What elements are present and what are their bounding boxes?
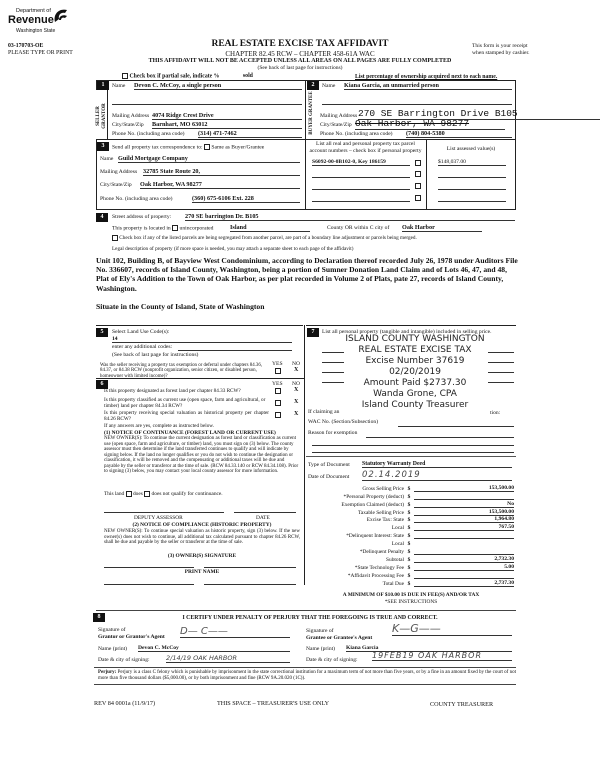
seller-side-label: SELLER GRANTOR — [96, 103, 107, 129]
section-4-badge: 4 — [96, 213, 108, 222]
assessed-value-4[interactable] — [438, 201, 506, 202]
form-code: 03-170703-OE — [8, 43, 44, 49]
state-technology-fee[interactable]: 5.00 — [414, 564, 514, 571]
assessor-date-line[interactable] — [234, 512, 296, 513]
grantee-date-field[interactable]: 19FEB19 OAK HARBOR — [372, 651, 512, 661]
exemption-claimed[interactable]: No — [414, 501, 514, 508]
forest-yes-checkbox[interactable] — [275, 388, 281, 394]
corr-phone-field[interactable]: (360) 675-6106 Ext. 228 — [192, 195, 300, 203]
fee-row: Gross Selling Price $ 153,500.00 — [362, 484, 514, 492]
segregated-checkbox[interactable] — [112, 235, 118, 241]
corr-city-label: City/State/Zip — [100, 182, 132, 188]
parcel-3-personal-checkbox[interactable] — [415, 183, 421, 189]
dor-logo — [8, 4, 68, 40]
reason-label: Reason for exemption — [308, 430, 358, 436]
seller-phone-label: Phone No. (including area code) — [112, 131, 185, 137]
buyer-mailing-label: Mailing Address — [320, 113, 358, 119]
grantee-sig-label: Signature of Grantee or Grantee's Agent — [306, 628, 373, 641]
grantor-name-field[interactable]: Devon C. McCoy — [138, 645, 290, 652]
logo-top-text: Department of — [16, 8, 51, 14]
excise-tax-local[interactable]: 767.50 — [414, 524, 514, 531]
fee-row: *Delinquent Interest: State $ — [308, 531, 516, 539]
seller-city-field[interactable]: Barnhart, MO 63012 — [152, 121, 302, 129]
legal-description-label: Legal description of property (if more space is needed, you may attach a separate sheet to each page of the affidavit) — [112, 246, 354, 252]
owner-signature-line-2[interactable] — [204, 567, 296, 568]
print-name-line-2[interactable] — [204, 584, 296, 585]
fee-row: *State Technology Fee $ 5.00 — [354, 563, 514, 571]
corr-mailing-field[interactable]: 32785 State Route 20, — [143, 168, 300, 176]
buyer-city-label: City/State/Zip — [320, 122, 352, 128]
section-5-badge: 5 — [96, 328, 108, 337]
grantee-signature[interactable]: K—G—— — [392, 622, 512, 636]
deputy-assessor-label: DEPUTY ASSESSOR — [134, 515, 183, 521]
street-address-field[interactable]: 270 SE barrington Dr. B105 — [185, 213, 515, 221]
grantor-name-label: Name (print) — [98, 646, 128, 652]
land-use-field[interactable]: 14 — [112, 336, 292, 343]
receipt-note-2: when stamped by cashier. — [472, 50, 530, 56]
personal-property-deduct[interactable] — [414, 494, 514, 500]
doc-date-field[interactable]: 02.14.2019 — [362, 470, 512, 481]
perjury-note: Perjury: Perjury is a class C felony which is punishable by imprisonment in the state correctional institution for a maximum term of not more than five years, or by a fine in an amount fixed by the court of not more than five thousand dollars ($5,000.00), or by both imprisonment and fine (RCW 9A.20.020 (1C)). — [98, 670, 516, 681]
seller-name-field[interactable]: Devon C. McCoy, a single person — [134, 82, 302, 90]
see-back-note: (See back of last page for instructions) — [257, 65, 343, 71]
deputy-assessor-line[interactable] — [104, 512, 224, 513]
partial-sale-checkbox[interactable] — [122, 73, 128, 79]
logo-main-text: Revenue — [8, 14, 54, 26]
send-correspondence-label: Send all property tax correspondence to: Same as Buyer/Grantee — [112, 144, 265, 151]
print-name-label: PRINT NAME — [184, 569, 220, 575]
fee-row: Local $ 767.50 — [391, 524, 514, 532]
treasurer-stamp: ISLAND COUNTY WASHINGTON REAL ESTATE EXCISE TAX Excise Number 37619 02/20/2019 Amount Paid $2737.30 Wanda Grone, CPA Island County Treasurer — [345, 334, 485, 410]
minimum-note: A MINIMUM OF $10.00 IS DUE IN FEE(S) AND/OR TAX — [342, 592, 480, 598]
parcel-4-personal-checkbox[interactable] — [415, 195, 421, 201]
grantee-name-label: Name (print) — [306, 646, 336, 652]
buyer-mailing-field[interactable]: 270 SE Barrington Drive B105 — [358, 108, 600, 120]
claiming-label: If claiming an — [308, 409, 340, 415]
section-2-badge: 2 — [307, 81, 319, 90]
section-6-badge: 6 — [96, 380, 108, 389]
assessed-header: List assessed value(s) — [446, 146, 496, 152]
form-title: REAL ESTATE EXCISE TAX AFFIDAVIT — [211, 39, 389, 49]
county-field[interactable]: Island — [230, 224, 310, 232]
partial-sale-row — [122, 73, 253, 79]
grantor-signature[interactable]: D— C—— — [180, 626, 290, 638]
section-7-badge: 7 — [307, 328, 319, 337]
grantor-date-label: Date & city of signing: — [98, 657, 150, 663]
section-3-badge: 3 — [97, 142, 109, 151]
land-does-checkbox[interactable] — [126, 491, 132, 497]
grantee-date-label: Date & city of signing: — [306, 657, 358, 663]
fee-row: Subtotal $ 2,732.30 — [386, 555, 514, 563]
rev-code: REV 84 0001a (11/9/17) — [94, 700, 156, 707]
doc-date-label: Date of Document — [308, 474, 350, 480]
additional-codes-label: enter any additional codes: — [112, 344, 173, 350]
this-land-row: This land does does not qualify for continuance. — [104, 491, 223, 498]
grantor-sig-label: Signature of Grantor or Grantor's Agent — [98, 627, 165, 640]
delinquent-interest-state[interactable] — [414, 533, 514, 539]
owner-signature-label: (3) OWNER(S) SIGNATURE — [167, 553, 237, 559]
affidavit-processing-fee[interactable] — [414, 573, 514, 579]
segregated-row: Check box if any of the listed parcels are being segregated from another parcel, are part of a boundary line adjustment or parcels being merged. — [112, 235, 417, 241]
sold-label: sold — [242, 73, 253, 80]
city-field[interactable]: Oak Harbor — [402, 224, 482, 232]
grantor-date-field[interactable]: 2/14/19 OAK HARBOR — [166, 654, 290, 663]
county-treasurer: COUNTY TREASURER — [430, 701, 494, 708]
receipt-note-1: This form is your receipt — [472, 43, 528, 49]
exemption-no-mark[interactable]: X — [294, 367, 299, 373]
buyer-phone-label: Phone No. (including area code) — [320, 131, 393, 137]
fee-row: *Affidavit Processing Fee $ — [308, 571, 516, 579]
fee-row: Excise Tax: State $ 1,964.80 — [366, 516, 514, 524]
partial-sale-label: Check box if partial sale, indicate % — [129, 73, 220, 80]
see-back-land-use: (See back of last page for instructions) — [112, 352, 199, 358]
delinquent-penalty[interactable] — [414, 549, 514, 555]
no-header-6: NO — [292, 381, 301, 387]
certify-text: I CERTIFY UNDER PENALTY OF PERJURY THAT THE FOREGOING IS TRUE AND CORRECT. — [182, 615, 438, 621]
fees-table — [308, 484, 516, 587]
personal-property-label: List all personal property (tangible and intangible) included in selling price. — [322, 329, 492, 335]
seller-city-label: City/State/Zip — [112, 122, 144, 128]
parcel-2-personal-checkbox[interactable] — [415, 171, 421, 177]
grantee-name-field[interactable]: Kiana Garcia — [346, 645, 512, 652]
revenue-swirl-icon — [51, 6, 71, 26]
form-chapter: CHAPTER 82.45 RCW – CHAPTER 458-61A WAC — [225, 50, 375, 58]
current-use-no-mark[interactable]: X — [294, 399, 299, 405]
unincorporated-checkbox[interactable] — [172, 225, 178, 231]
delinquent-interest-local[interactable] — [414, 541, 514, 547]
parcel-row-4[interactable] — [312, 201, 410, 202]
seller-phone-field[interactable]: (314) 471-7462 — [198, 130, 302, 138]
fee-row: Local $ — [308, 539, 516, 547]
parcel-row-1[interactable]: S6092-00-0B102-0, Key 186159 — [312, 159, 410, 166]
street-address-label: Street address of property: — [112, 214, 172, 220]
current-use-question: Is this property classified as current use (open space, farm and agricultural, or timber) land per chapter 84.34 RCW? — [104, 397, 266, 409]
historic-no-mark[interactable]: X — [294, 411, 299, 417]
fee-row: Exemption Claimed (deduct) $ No — [341, 500, 514, 508]
forest-land-question: Is this property designated as forest land per chapter 84.33 RCW? — [104, 388, 241, 394]
exemption-question: Was the seller receiving a property tax exemption or deferral under chapters 84.36, 84.37, or 84.38 RCW (nonprofit organization, senior citizen, or disabled person, homeowner with limited income)? — [100, 363, 263, 379]
county-city-label: County OR within C city of — [327, 225, 390, 231]
parcel-row-2[interactable] — [312, 177, 410, 178]
notice1-title: (1) NOTICE OF CONTINUANCE (FOREST LAND OR CURRENT USE) — [104, 430, 276, 436]
situate-text: Situate in the County of Island, State of Washington — [96, 302, 265, 311]
buyer-phone-field[interactable]: (740) 804-5380 — [406, 130, 512, 138]
forest-no-mark[interactable]: X — [294, 387, 299, 393]
parcels-header: List all real and personal property tax parcel account numbers – check box if personal property — [309, 141, 422, 154]
corr-name-label: Name — [100, 156, 114, 162]
owner-signature-line-1[interactable] — [104, 567, 194, 568]
buyer-side-label: BUYER GRANTEE — [309, 91, 314, 135]
treasurer-use-only: THIS SPACE – TREASURER'S USE ONLY — [217, 700, 330, 707]
assessed-value-2[interactable] — [438, 177, 506, 178]
corr-phone-label: Phone No. (including area code) — [100, 196, 173, 202]
taxable-selling-price[interactable]: 153,500.00 — [414, 509, 514, 516]
claiming-tail: tion: — [490, 410, 501, 416]
notice2-title: (2) NOTICE OF COMPLIANCE (HISTORIC PROPERTY) — [132, 522, 272, 528]
exemption-yes-checkbox[interactable] — [275, 368, 281, 374]
buyer-city-field[interactable]: Oak Harbor, WA 98277 — [355, 118, 505, 130]
section-1-badge: 1 — [97, 81, 109, 90]
see-instructions: *SEE INSTRUCTIONS — [384, 599, 438, 605]
logo-sub-text: Washington State — [16, 28, 56, 34]
wac-label: WAC No. (Section/Subsection) — [308, 419, 379, 425]
fee-row: *Personal Property (deduct) $ — [308, 492, 516, 500]
assessed-value-1[interactable]: $148,037.00 — [438, 159, 506, 166]
corr-mailing-label: Mailing Address — [100, 169, 138, 175]
yes-header-6: YES — [272, 381, 283, 387]
gross-selling-price[interactable]: 153,500.00 — [414, 485, 514, 492]
doc-type-field[interactable]: Statutory Warranty Deed — [362, 461, 512, 468]
seller-mailing-label: Mailing Address — [112, 113, 150, 119]
historic-yes-checkbox[interactable] — [275, 412, 281, 418]
doc-type-label: Type of Document — [308, 462, 350, 468]
assessed-value-3[interactable] — [438, 189, 506, 190]
subtotal[interactable]: 2,732.30 — [414, 556, 514, 563]
buyer-name-label: Name — [322, 83, 336, 89]
historic-question: Is this property receiving special valuation as historical property per chapter 84.26 RCW? — [104, 410, 269, 422]
fee-row: Total Due $ 2,737.30 — [382, 579, 514, 587]
fee-row: *Delinquent Penalty $ — [308, 547, 516, 555]
land-does-not-checkbox[interactable] — [144, 491, 150, 497]
buyer-name-field[interactable]: Kiana Garcia, an unmarried person — [344, 82, 512, 90]
excise-tax-state[interactable]: 1,964.80 — [414, 516, 514, 523]
corr-city-field[interactable]: Oak Harbor, WA 98277 — [140, 181, 300, 189]
same-as-buyer-checkbox[interactable] — [204, 144, 210, 150]
additional-codes-field[interactable] — [178, 350, 292, 351]
fee-row: Taxable Selling Price $ 153,500.00 — [357, 508, 514, 516]
legal-description[interactable]: Unit 102, Building B, of Bayview West Condominium, according to Declaration thereof recorded July 26, 1978 under Auditors File No. 336607, records of Island County, Washington, being a portion of Sumner Donation Land Claim and of Lots 46, 47, and 48, Plat of Ely's Addition to the Town of Oak Harbor, as per plat recorded in Volume 2 of Plats, pate 27, records of Island County, Washington. — [96, 256, 518, 293]
notice2-body: NEW OWNER(S): To continue special valuation as historic property, sign (3) below. If the new owner(s) does not wish to continue, all additional tax calculated pursuant to chapter 84.26 RCW, shall be due and payable by the seller or transferor at the time of sale. — [104, 529, 300, 545]
seller-name-label: Name — [112, 83, 126, 89]
assessor-date-label: DATE — [256, 515, 270, 521]
located-row: This property is located in unincorporated — [112, 225, 214, 232]
parcel-row-3[interactable] — [312, 189, 410, 190]
notice1-body: NEW OWNER(S): To continue the current designation as forest land or classification as current use (open space, farm and agriculture, or timber) land, you must sign on (3) below. The county assessor must then determine if the land transferred continues to qualify and will indicate by signing below. If the land no longer qualifies or you do not wish to continue the designation or classification, it will be removed and the compensating or additional taxes will be due and payable by the seller or transferor at the time of sale. (RCW 84.33.140 or RCW 84.34.108). Prior to signing (3) below, you may contact your local county assessor for more information. — [104, 436, 299, 474]
no-header-5: NO — [292, 361, 301, 367]
total-due[interactable]: 2,737.30 — [414, 580, 514, 587]
please-type: PLEASE TYPE OR PRINT — [8, 50, 73, 56]
print-name-line-1[interactable] — [104, 584, 194, 585]
current-use-yes-checkbox[interactable] — [275, 400, 281, 406]
parcel-1-personal-checkbox[interactable] — [415, 160, 421, 166]
yes-header-5: YES — [272, 361, 283, 367]
wac-field[interactable] — [398, 426, 514, 427]
ownership-note: List percentage of ownership acquired next to each name. — [355, 74, 498, 80]
land-use-label: Select Land Use Code(s): — [112, 329, 170, 335]
if-yes-note: If any answers are yes, complete as instructed below. — [104, 423, 215, 429]
reason-field[interactable] — [366, 437, 514, 438]
form-warning: THIS AFFIDAVIT WILL NOT BE ACCEPTED UNLESS ALL AREAS ON ALL PAGES ARE FULLY COMPLETED — [148, 58, 452, 64]
corr-name-field[interactable]: Guild Mortgage Company — [118, 155, 300, 163]
seller-mailing-field[interactable]: 4074 Ridge Crest Drive — [152, 112, 302, 120]
section-8-badge: 8 — [93, 613, 105, 622]
